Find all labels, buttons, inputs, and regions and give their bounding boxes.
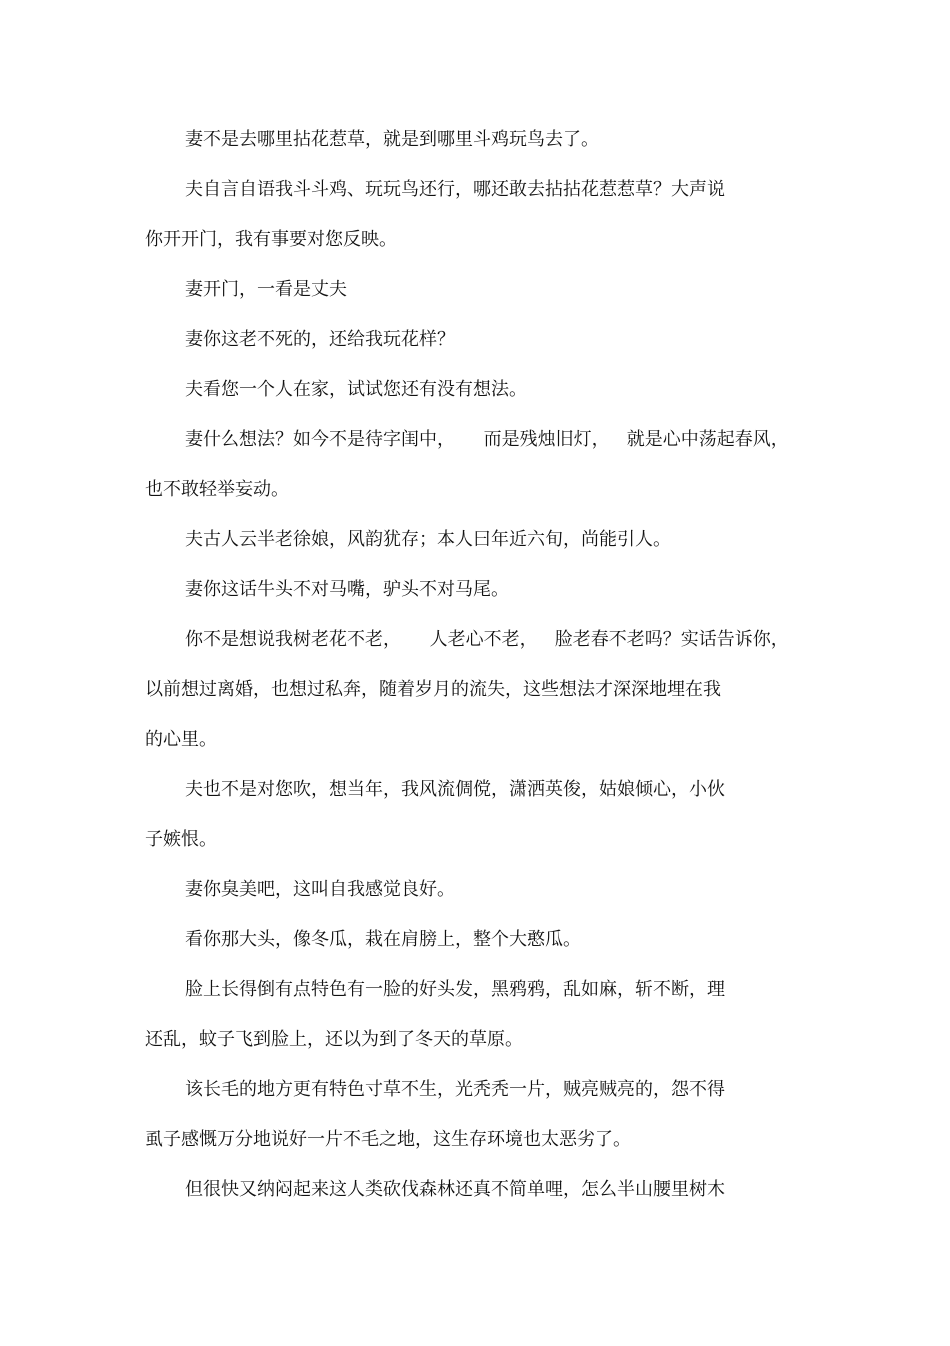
text-line: 妻开门，一看是丈夫 bbox=[185, 279, 347, 300]
text-line: 的心里。 bbox=[145, 729, 217, 750]
text-line: 你不是想说我树老花不老， 人老心不老， 脸老春不老吗？实话告诉你， bbox=[185, 629, 789, 650]
text-line: 以前想过离婚，也想过私奔，随着岁月的流失，这些想法才深深地埋在我 bbox=[145, 679, 721, 700]
document-body bbox=[145, 122, 805, 1222]
text-line: 子嫉恨。 bbox=[145, 829, 217, 850]
text-line: 夫自言自语我斗斗鸡、玩玩鸟还行，哪还敢去拈拈花惹惹草？大声说 bbox=[185, 179, 725, 200]
text-line: 夫看您一个人在家，试试您还有没有想法。 bbox=[185, 379, 527, 400]
text-line: 夫也不是对您吹，想当年，我风流倜傥，潇洒英俊，姑娘倾心，小伙 bbox=[185, 779, 725, 800]
text-line: 脸上长得倒有点特色有一脸的好头发，黑鸦鸦，乱如麻，斩不断，理 bbox=[185, 979, 725, 1000]
text-line: 妻不是去哪里拈花惹草，就是到哪里斗鸡玩鸟去了。 bbox=[185, 129, 599, 150]
text-line: 夫古人云半老徐娘，风韵犹存；本人曰年近六旬，尚能引人。 bbox=[185, 529, 671, 550]
text-line: 看你那大头，像冬瓜，栽在肩膀上，整个大憨瓜。 bbox=[185, 929, 581, 950]
text-line: 该长毛的地方更有特色寸草不生，光秃秃一片，贼亮贼亮的，怨不得 bbox=[185, 1079, 725, 1100]
text-line: 也不敢轻举妄动。 bbox=[145, 479, 289, 500]
text-line: 还乱，蚊子飞到脸上，还以为到了冬天的草原。 bbox=[145, 1029, 523, 1050]
text-line: 你开开门，我有事要对您反映。 bbox=[145, 229, 397, 250]
text-line: 妻什么想法？如今不是待字闺中， 而是残烛旧灯， 就是心中荡起春风， bbox=[185, 429, 789, 450]
text-line: 妻你这老不死的，还给我玩花样？ bbox=[185, 329, 455, 350]
text-line: 妻你这话牛头不对马嘴，驴头不对马尾。 bbox=[185, 579, 509, 600]
text-line: 但很快又纳闷起来这人类砍伐森林还真不简单哩，怎么半山腰里树木 bbox=[185, 1179, 725, 1200]
text-line: 妻你臭美吧，这叫自我感觉良好。 bbox=[185, 879, 455, 900]
text-line: 虱子感慨万分地说好一片不毛之地，这生存环境也太恶劣了。 bbox=[145, 1129, 631, 1150]
